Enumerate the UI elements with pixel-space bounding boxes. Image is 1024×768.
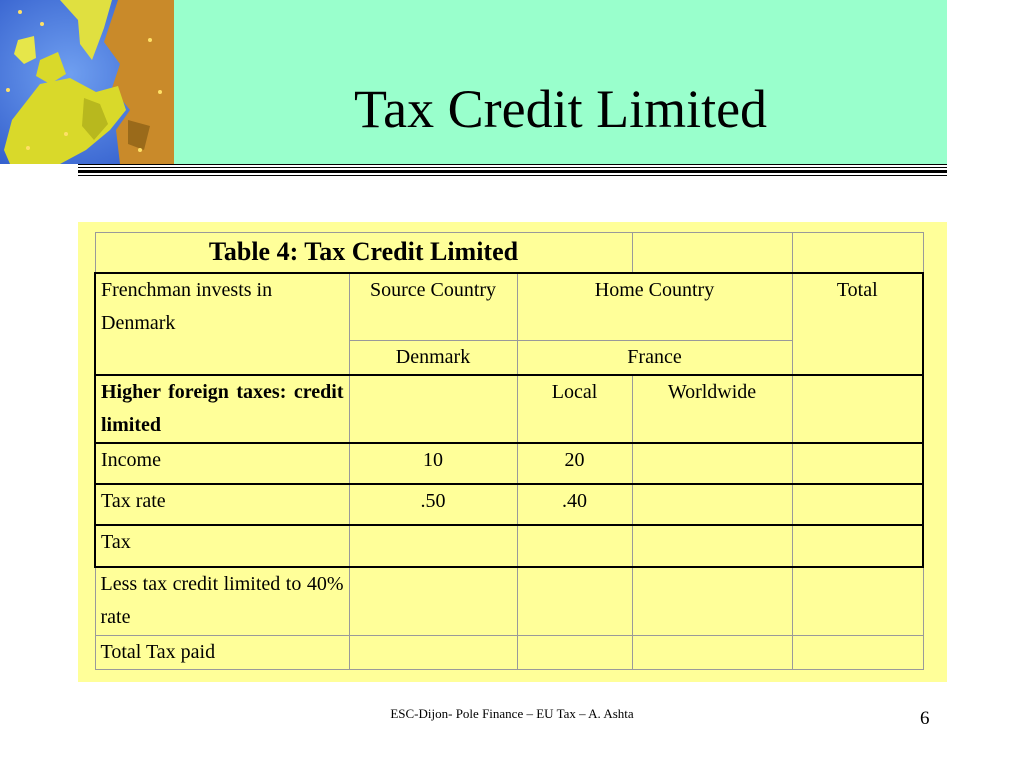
table-cell bbox=[792, 375, 923, 443]
table-cell bbox=[792, 525, 923, 567]
source-country-name: Denmark bbox=[349, 341, 517, 376]
table-cell bbox=[632, 567, 792, 635]
table-cell bbox=[792, 443, 923, 484]
table-cell bbox=[632, 233, 792, 273]
worldwide-header: Worldwide bbox=[632, 375, 792, 443]
slide-title: Tax Credit Limited bbox=[353, 79, 768, 139]
europe-map-icon bbox=[0, 0, 174, 164]
section-label: Higher foreign taxes: credit limited bbox=[95, 375, 349, 443]
table-cell bbox=[632, 484, 792, 525]
table-row bbox=[95, 484, 923, 525]
table-row bbox=[95, 567, 923, 635]
table-cell bbox=[792, 567, 923, 635]
table-cell bbox=[517, 567, 632, 635]
home-country-name: France bbox=[517, 341, 792, 376]
table-cell bbox=[632, 635, 792, 669]
table-cell bbox=[349, 635, 517, 669]
page-number: 6 bbox=[920, 708, 930, 729]
row-label: Income bbox=[95, 443, 349, 484]
section-row bbox=[95, 375, 923, 443]
table-caption: Table 4: Tax Credit Limited bbox=[95, 233, 632, 273]
table-cell bbox=[792, 635, 923, 669]
title-divider bbox=[78, 164, 947, 178]
table-cell bbox=[349, 567, 517, 635]
row-label: Tax bbox=[95, 525, 349, 567]
row-label: Less tax credit limited to 40% rate bbox=[95, 567, 349, 635]
table-cell bbox=[792, 484, 923, 525]
table-cell bbox=[349, 375, 517, 443]
source-value: .50 bbox=[349, 484, 517, 525]
table-cell bbox=[792, 233, 923, 273]
row-label: Total Tax paid bbox=[95, 635, 349, 669]
table-row bbox=[95, 443, 923, 484]
table-cell bbox=[517, 525, 632, 567]
caption-row bbox=[95, 233, 923, 273]
slide-footer: ESC-Dijon- Pole Finance – EU Tax – A. Ashta bbox=[390, 706, 634, 721]
tax-credit-table bbox=[94, 232, 924, 670]
source-value: 10 bbox=[349, 443, 517, 484]
table-cell bbox=[517, 635, 632, 669]
table-cell bbox=[632, 525, 792, 567]
header-row bbox=[95, 273, 923, 341]
local-header: Local bbox=[517, 375, 632, 443]
row-label: Tax rate bbox=[95, 484, 349, 525]
source-country-header: Source Country bbox=[349, 273, 517, 341]
description-header: Frenchman invests in Denmark bbox=[95, 273, 349, 376]
table-row bbox=[95, 635, 923, 669]
table-cell bbox=[349, 525, 517, 567]
home-country-header: Home Country bbox=[517, 273, 792, 341]
table-panel bbox=[78, 222, 947, 682]
table-row bbox=[95, 525, 923, 567]
total-header: Total bbox=[792, 273, 923, 376]
table-cell bbox=[632, 443, 792, 484]
local-value: 20 bbox=[517, 443, 632, 484]
local-value: .40 bbox=[517, 484, 632, 525]
